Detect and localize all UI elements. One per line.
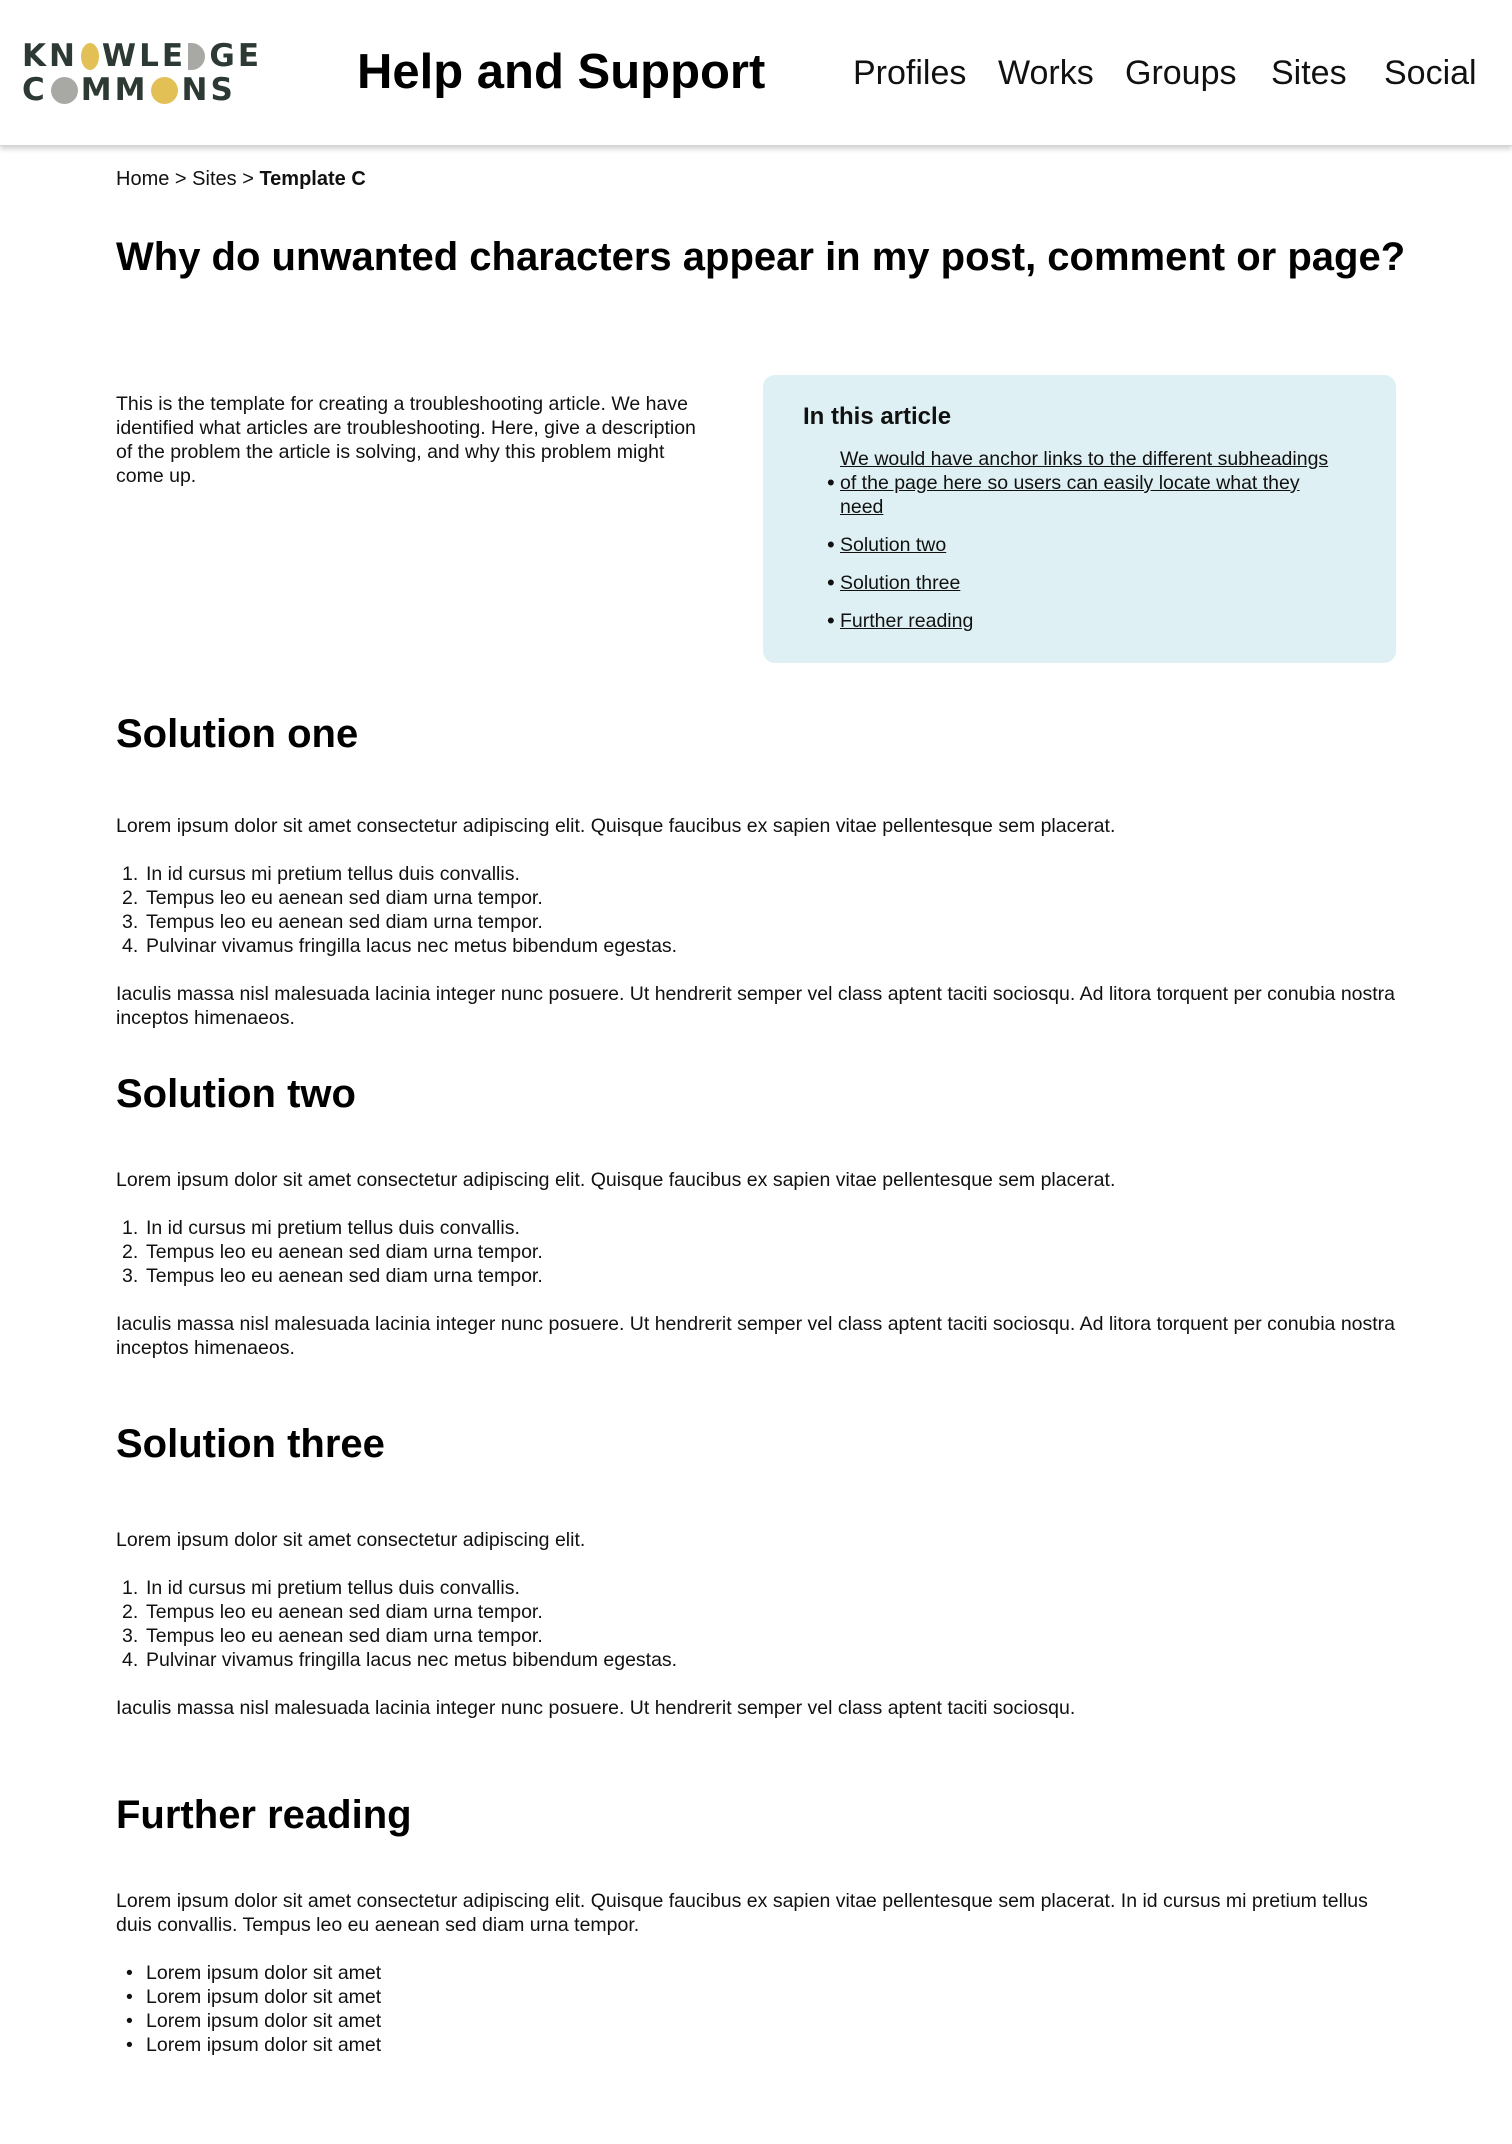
logo-letter: N xyxy=(49,38,78,74)
list-item[interactable]: • Lorem ipsum dolor sit amet xyxy=(116,2009,381,2033)
site-title: Help and Support xyxy=(357,45,766,99)
logo-letter: C xyxy=(22,72,48,108)
solution-one-intro: Lorem ipsum dolor sit amet consectetur adipiscing elit. Quisque faucibus ex sapien vitae pellentesque sem placerat. xyxy=(116,815,1116,837)
toc-item xyxy=(803,609,1343,633)
toc-link[interactable]: We would have anchor links to the different subheadings of the page here so users can easily locate what they need xyxy=(840,448,1329,518)
toc-list xyxy=(803,447,1343,647)
list-item: 2. Tempus leo eu aenean sed diam urna tempor. xyxy=(122,1601,543,1623)
list-item: 1. In id cursus mi pretium tellus duis convallis. xyxy=(122,1577,520,1599)
logo-yellow-dot-icon xyxy=(81,43,99,70)
list-item[interactable]: • Lorem ipsum dolor sit amet xyxy=(116,1985,381,2009)
logo-line-commons xyxy=(22,74,262,106)
list-item: 1. In id cursus mi pretium tellus duis convallis. xyxy=(122,863,520,885)
in-this-article-box xyxy=(763,375,1396,663)
intro-paragraph: This is the template for creating a troubleshooting article. We have identified what articles are troubleshooting. Here, give a description of the problem the article is solving, and why this problem might come up. xyxy=(116,393,696,487)
logo-yellow-dot-icon xyxy=(151,77,178,104)
nav-profiles[interactable]: Profiles xyxy=(853,54,967,92)
solution-two-steps xyxy=(116,1216,543,1288)
toc-title: In this article xyxy=(803,403,952,430)
nav-groups[interactable]: Groups xyxy=(1125,54,1237,92)
site-header xyxy=(0,0,1512,146)
knowledge-commons-logo[interactable] xyxy=(22,40,262,106)
further-reading-intro: Lorem ipsum dolor sit amet consectetur adipiscing elit. Quisque faucibus ex sapien vitae pellentesque sem placerat. In id cursus mi pretium tellus duis convallis. Tempus leo eu aenean sed diam urna tempor. xyxy=(116,1890,1368,1936)
list-item: 2. Tempus leo eu aenean sed diam urna tempor. xyxy=(122,1241,543,1263)
logo-letter: E xyxy=(237,38,262,74)
nav-works[interactable]: Works xyxy=(998,54,1094,92)
logo-letter: M xyxy=(80,72,115,108)
solution-two-intro: Lorem ipsum dolor sit amet consectetur adipiscing elit. Quisque faucibus ex sapien vitae pellentesque sem placerat. xyxy=(116,1169,1116,1191)
list-item: 3. Tempus leo eu aenean sed diam urna tempor. xyxy=(122,1265,543,1287)
nav-social[interactable]: Social xyxy=(1384,54,1477,92)
heading-further-reading: Further reading xyxy=(116,1793,412,1837)
heading-solution-one: Solution one xyxy=(116,712,359,756)
page-title: Why do unwanted characters appear in my post, comment or page? xyxy=(116,235,1406,279)
list-item: 4. Pulvinar vivamus fringilla lacus nec metus bibendum egestas. xyxy=(122,1649,678,1671)
list-item: 1. In id cursus mi pretium tellus duis convallis. xyxy=(122,1217,520,1239)
list-item: 3. Tempus leo eu aenean sed diam urna tempor. xyxy=(122,911,543,933)
logo-letter: E xyxy=(161,38,187,74)
list-item[interactable]: • Lorem ipsum dolor sit amet xyxy=(116,1961,381,1985)
list-item: 3. Tempus leo eu aenean sed diam urna tempor. xyxy=(122,1625,543,1647)
logo-line-knowledge xyxy=(22,40,262,72)
toc-item xyxy=(803,447,1343,519)
breadcrumb-separator: > xyxy=(174,168,187,190)
solution-three-steps xyxy=(116,1576,677,1672)
solution-two-outro: Iaculis massa nisl malesuada lacinia integer nunc posuere. Ut hendrerit semper vel class aptent taciti sociosqu. Ad litora torquent per conubia nostra inceptos himenaeos. xyxy=(116,1313,1396,1359)
logo-letter: K xyxy=(22,38,50,74)
breadcrumb xyxy=(116,168,366,191)
heading-solution-three: Solution three xyxy=(116,1422,385,1466)
toc-link-solution-three[interactable]: Solution three xyxy=(840,572,961,594)
solution-one-outro: Iaculis massa nisl malesuada lacinia integer nunc posuere. Ut hendrerit semper vel class aptent taciti sociosqu. Ad litora torquent per conubia nostra inceptos himenaeos. xyxy=(116,983,1396,1029)
logo-gray-half-circle-icon xyxy=(188,43,205,70)
solution-one-steps xyxy=(116,862,677,958)
breadcrumb-current: Template C xyxy=(259,168,366,190)
logo-letter: M xyxy=(114,72,149,108)
logo-letter: S xyxy=(210,72,236,108)
breadcrumb-sites[interactable]: Sites xyxy=(192,168,237,190)
solution-three-outro: Iaculis massa nisl malesuada lacinia integer nunc posuere. Ut hendrerit semper vel class aptent taciti sociosqu. xyxy=(116,1697,1076,1719)
heading-solution-two: Solution two xyxy=(116,1072,356,1116)
list-item[interactable]: • Lorem ipsum dolor sit amet xyxy=(116,2033,381,2057)
list-item: 2. Tempus leo eu aenean sed diam urna tempor. xyxy=(122,887,543,909)
toc-link-solution-two[interactable]: Solution two xyxy=(840,534,947,556)
breadcrumb-home[interactable]: Home xyxy=(116,168,170,190)
breadcrumb-separator: > xyxy=(242,168,254,190)
logo-gray-dot-icon xyxy=(51,77,78,104)
solution-three-intro: Lorem ipsum dolor sit amet consectetur adipiscing elit. xyxy=(116,1529,586,1551)
toc-item xyxy=(803,533,1343,557)
further-reading-links xyxy=(116,1961,381,2057)
list-item: 4. Pulvinar vivamus fringilla lacus nec metus bibendum egestas. xyxy=(122,935,678,957)
nav-sites[interactable]: Sites xyxy=(1271,54,1347,92)
logo-letter: G xyxy=(209,38,238,74)
toc-item xyxy=(803,571,1343,595)
toc-link-further-reading[interactable]: Further reading xyxy=(840,610,974,632)
logo-letter: L xyxy=(139,38,162,74)
logo-letter: N xyxy=(181,72,211,108)
logo-letter: W xyxy=(101,38,140,74)
